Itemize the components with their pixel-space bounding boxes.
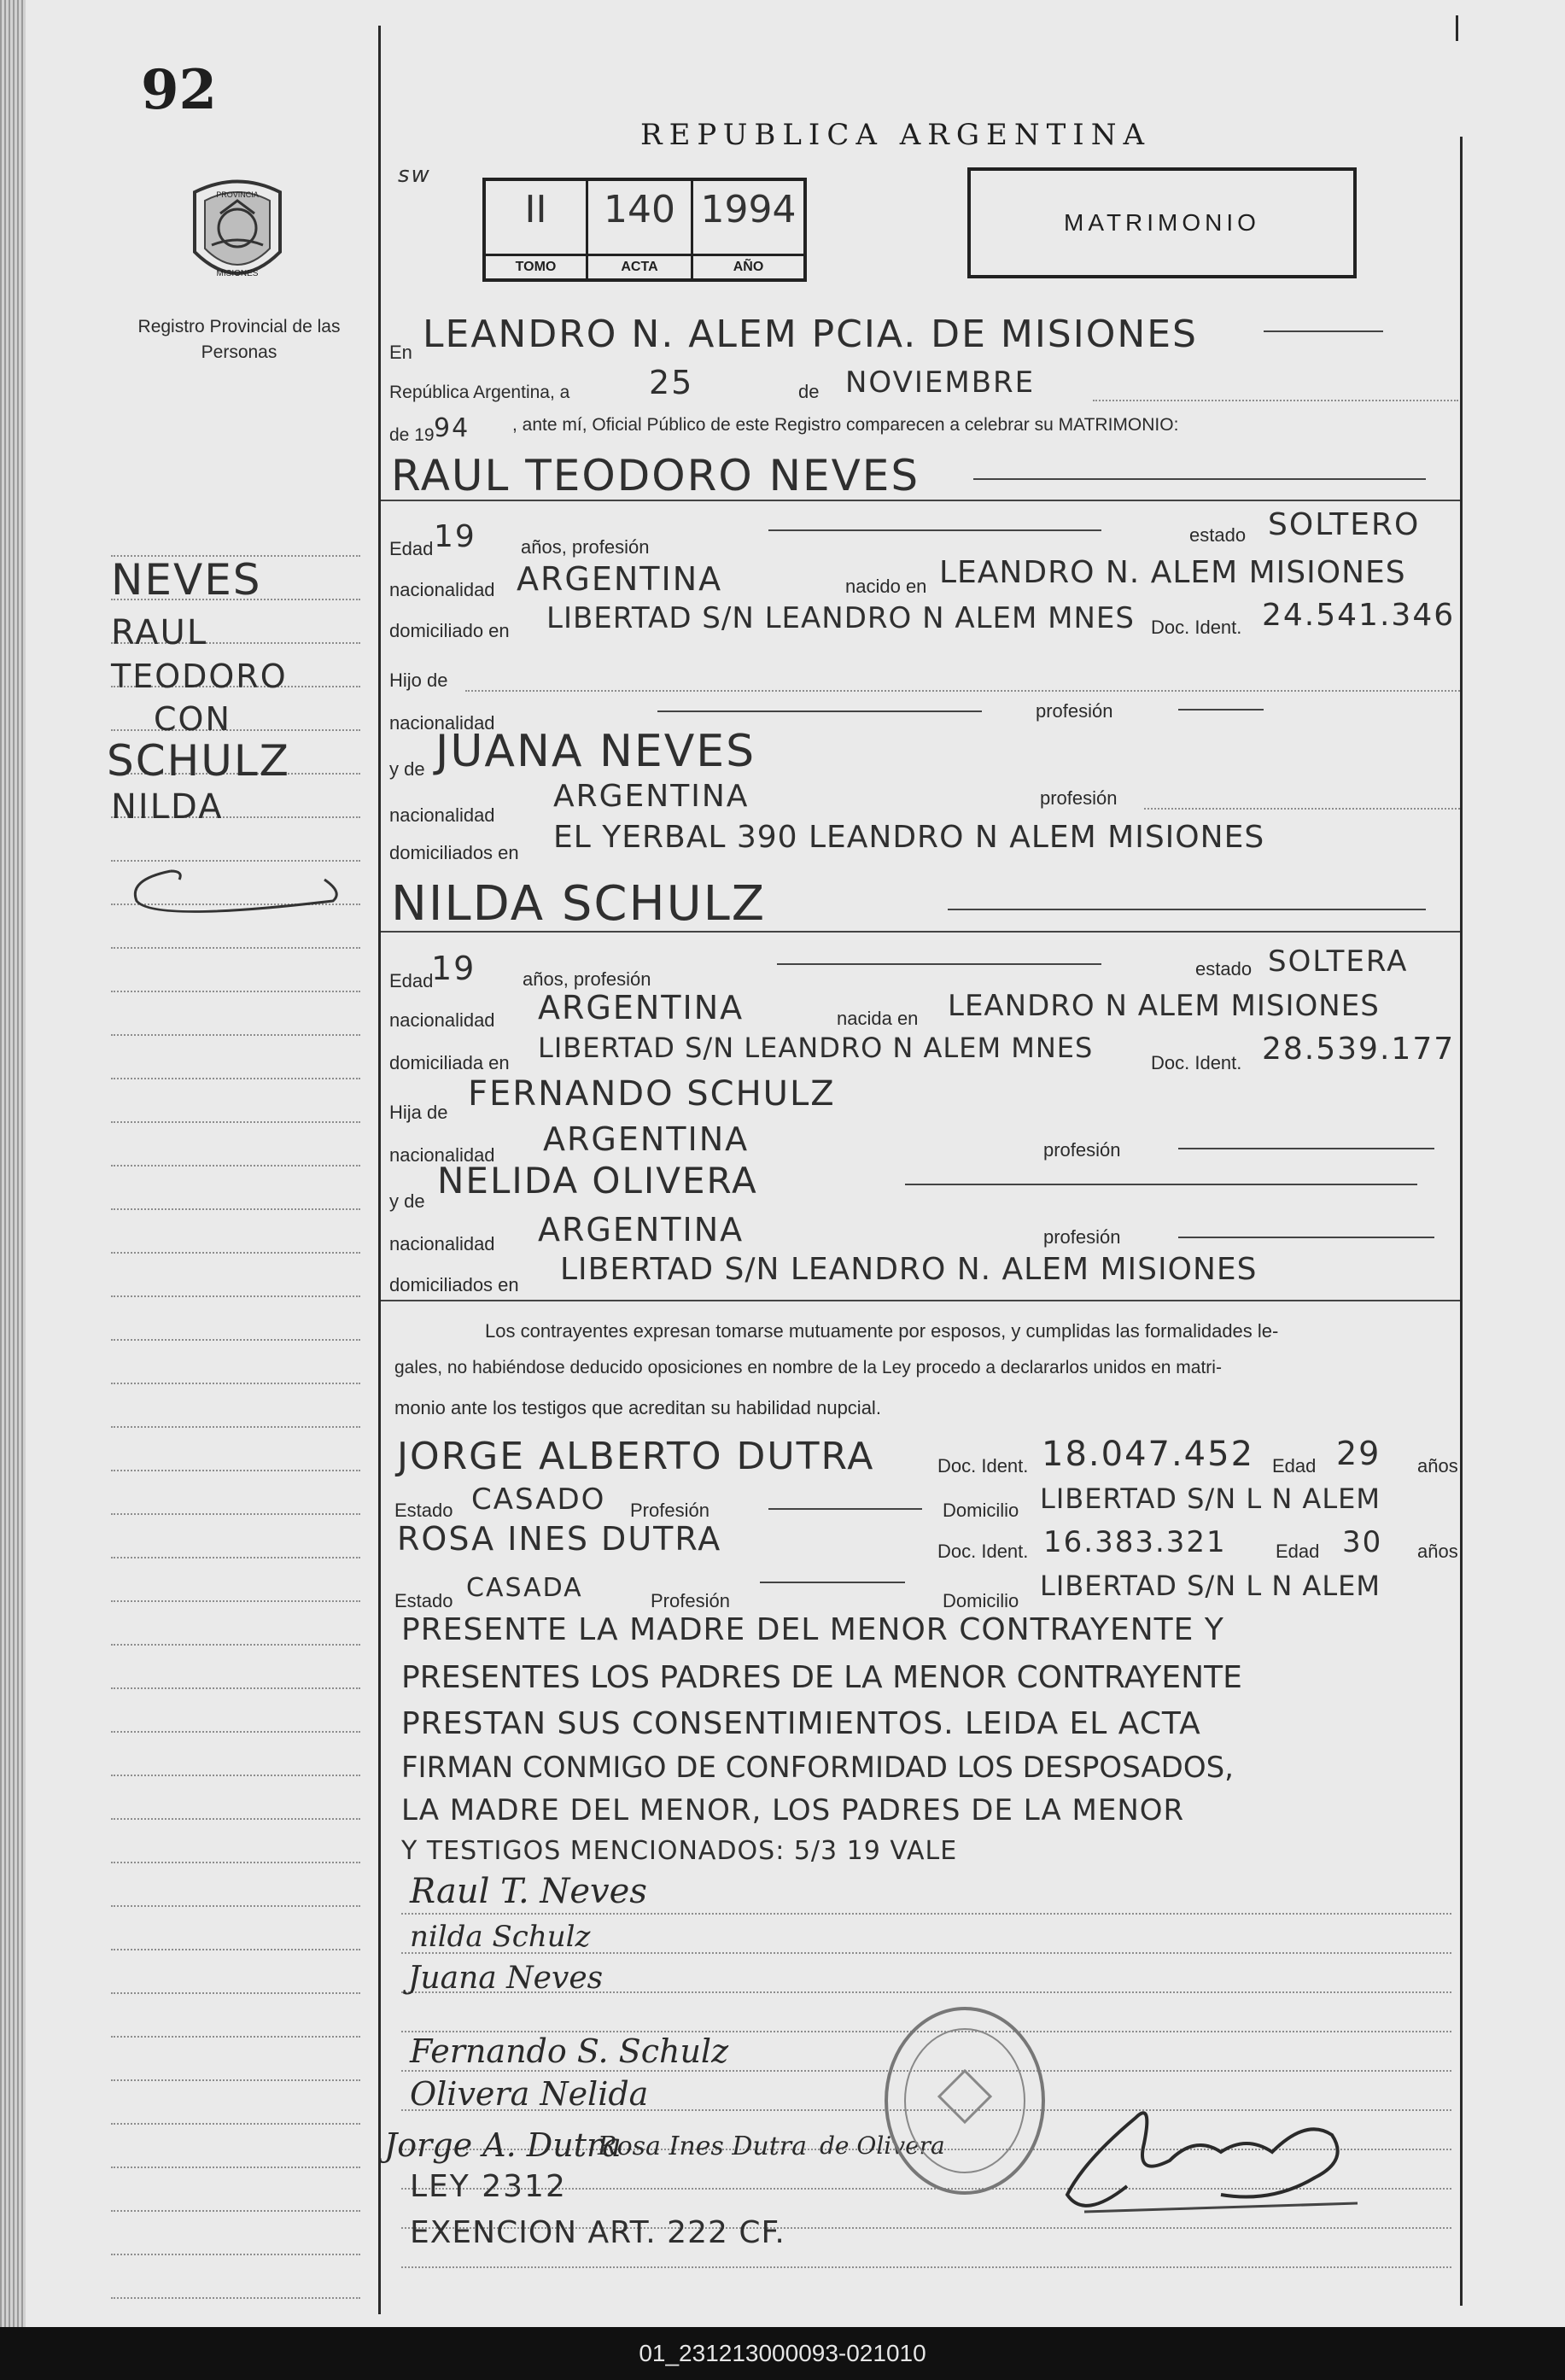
record-type: MATRIMONIO (1064, 209, 1260, 236)
signature-bride-mother: Olivera Nelida (410, 2075, 649, 2113)
declaration-line-2: gales, no habiéndose deducido oposiciones en nombre de la Ley procedo a declararlos unidos en matri- (394, 1358, 1222, 1377)
signature-olivera: de Olivera (820, 2131, 945, 2160)
margin-dotted-line (111, 947, 360, 949)
declaration-line-3: monio ante los testigos que acreditan su habilidad nupcial. (394, 1397, 881, 1418)
witness-2-profesion-blank (760, 1582, 905, 1583)
note-line-2: PRESENTES LOS PADRES DE LA MENOR CONTRAYENTE (401, 1660, 1242, 1695)
margin-name-4: CON (154, 700, 231, 738)
margin-dotted-line (111, 1121, 360, 1123)
witness-1-domicilio-value: LIBERTAD S/N L N ALEM (1040, 1482, 1381, 1515)
witness-2-doc-label: Doc. Ident. (937, 1541, 1029, 1562)
bride-madre-nac-label: nacionalidad (389, 1233, 495, 1254)
margin-dotted-line (111, 2079, 360, 2081)
file-id-footer: 01_231213000093-021010 (0, 2327, 1565, 2380)
groom-padres-domicilio-value: EL YERBAL 390 LEANDRO N ALEM MISIONES (553, 820, 1265, 855)
margin-dotted-line (111, 1339, 360, 1341)
signature-bride: nilda Schulz (410, 1920, 591, 1954)
de-label: de (798, 381, 820, 402)
signature-witness-2: Rosa Ines Dutra (598, 2131, 807, 2161)
note-line-3: PRESTAN SUS CONSENTIMIENTOS. LEIDA EL ACTA (401, 1706, 1201, 1741)
bride-madre-nac-value: ARGENTINA (538, 1211, 745, 1248)
record-reference-box (482, 178, 807, 282)
emblem-top-text: PROVINCIA (216, 190, 259, 199)
witness-1-profesion-blank (768, 1508, 922, 1510)
left-column-rule (378, 26, 381, 2314)
witness-1-edad-label: Edad (1272, 1455, 1317, 1477)
day-value: 25 (649, 364, 694, 401)
witness-1-doc-label: Doc. Ident. (937, 1455, 1029, 1477)
page-number: 92 (141, 58, 218, 122)
groom-domicilio-label: domiciliado en (389, 620, 510, 641)
bride-padre-profesion-label: profesión (1043, 1139, 1121, 1161)
witness-2-profesion-label: Profesión (651, 1590, 730, 1611)
corner-initials: sw (398, 162, 431, 188)
groom-anos-profesion-label: años, profesión (521, 536, 650, 558)
witness-2-edad-value: 30 (1342, 1525, 1383, 1559)
groom-padre-nac-blank (657, 710, 982, 712)
margin-dotted-line (111, 1426, 360, 1428)
place-value: LEANDRO N. ALEM PCIA. DE MISIONES (423, 313, 1198, 356)
republica-label: República Argentina, a (389, 383, 570, 402)
signature-dotted-line (401, 2266, 1451, 2268)
year-value: 94 (434, 413, 470, 443)
witness-2-doc-value: 16.383.321 (1043, 1525, 1227, 1559)
witness-1-profesion-label: Profesión (630, 1500, 710, 1521)
groom-estado-value: SOLTERO (1268, 507, 1421, 542)
groom-name: RAUL TEODORO NEVES (391, 451, 920, 500)
bride-hija-label: Hija de (389, 1102, 448, 1123)
witness-1-anos-label: años (1417, 1455, 1458, 1477)
country-title: REPUBLICA ARGENTINA (640, 118, 1152, 152)
margin-dotted-line (111, 1208, 360, 1210)
exemption-note: EXENCION ART. 222 CF. (410, 2215, 785, 2250)
margin-dotted-line (111, 2210, 360, 2212)
bride-profesion-blank (777, 963, 1101, 965)
emblem-bottom-text: MISIONES (216, 269, 259, 278)
bride-padre-nac-value: ARGENTINA (543, 1120, 750, 1158)
groom-madre-label: y de (389, 758, 425, 780)
provincial-emblem-icon (186, 175, 289, 295)
note-line-4: FIRMAN CONMIGO DE CONFORMIDAD LOS DESPOSADOS, (401, 1751, 1234, 1785)
groom-madre-value: JUANA NEVES (435, 726, 756, 777)
groom-doc-value: 24.541.346 (1262, 598, 1456, 633)
witness-2-estado-value: CASADA (466, 1573, 583, 1603)
groom-hijo-label: Hijo de (389, 670, 448, 691)
margin-dotted-line (111, 1644, 360, 1646)
groom-profesion-blank (768, 529, 1101, 531)
bride-section-rule (381, 931, 1460, 933)
margin-flourish-icon (120, 854, 350, 922)
margin-dotted-line (111, 2254, 360, 2255)
bride-edad-label: Edad (389, 970, 434, 991)
signature-bride-father: Fernando S. Schulz (410, 2032, 729, 2070)
groom-edad-label: Edad (389, 538, 434, 559)
margin-dotted-line (111, 2036, 360, 2038)
witness-1-domicilio-label: Domicilio (943, 1500, 1019, 1521)
bride-madre-value: NELIDA OLIVERA (437, 1160, 758, 1202)
groom-doc-label: Doc. Ident. (1151, 617, 1242, 638)
right-border-rule (1460, 137, 1463, 2306)
tomo-label: TOMO (486, 254, 586, 275)
margin-dotted-line (111, 991, 360, 992)
official-signature-icon (1050, 2084, 1375, 2229)
margin-dotted-line (111, 2123, 360, 2125)
bride-madre-label: y de (389, 1190, 425, 1212)
margin-dotted-line (111, 1295, 360, 1297)
margin-dotted-line (111, 1862, 360, 1863)
margin-dotted-line (111, 1818, 360, 1820)
margin-dotted-line (111, 1513, 360, 1515)
margin-dotted-line (111, 2297, 360, 2299)
signature-groom: Raul T. Neves (410, 1872, 647, 1911)
bride-anos-profesion-label: años, profesión (523, 968, 651, 990)
margin-dotted-line (111, 1165, 360, 1167)
groom-edad-value: 19 (434, 519, 476, 554)
official-stamp-icon (879, 2003, 1050, 2199)
bride-padre-value: FERNANDO SCHULZ (468, 1074, 836, 1114)
bride-name: NILDA SCHULZ (391, 876, 767, 932)
groom-hijo-dots (465, 690, 1460, 692)
groom-madre-nac-label: nacionalidad (389, 804, 495, 826)
tomo-cell (486, 181, 588, 278)
witness-1-estado-value: CASADO (471, 1482, 606, 1517)
bride-nacida-value: LEANDRO N ALEM MISIONES (948, 989, 1380, 1023)
signature-witness-1: Jorge A. Dutra (384, 2126, 622, 2164)
margin-dotted-line (111, 1992, 360, 1994)
margin-dotted-line (111, 1470, 360, 1471)
margin-name-6: NILDA (111, 787, 224, 827)
bride-edad-value: 19 (431, 950, 476, 987)
groom-section-rule (381, 500, 1460, 501)
groom-nacionalidad-value: ARGENTINA (517, 560, 723, 598)
acta-label: ACTA (588, 254, 691, 275)
bride-madre-profesion-blank (1178, 1237, 1434, 1238)
groom-nacido-label: nacido en (845, 576, 927, 597)
ano-cell (693, 181, 803, 278)
ano-label: AÑO (693, 254, 803, 275)
bride-estado-value: SOLTERA (1268, 944, 1409, 979)
bride-domicilio-label: domiciliada en (389, 1052, 510, 1073)
record-type-box (967, 167, 1357, 278)
bride-estado-label: estado (1195, 958, 1253, 979)
margin-name-5: SCHULZ (107, 736, 290, 786)
declaration-line-1: Los contrayentes expresan tomarse mutuamente por esposos, y cumplidas las formalidades le- (485, 1320, 1279, 1342)
witness-2-anos-label: años (1417, 1541, 1458, 1562)
groom-padre-nac-label: nacionalidad (389, 712, 495, 734)
de19-label: de 19 (389, 425, 435, 445)
groom-padre-profesion-label: profesión (1036, 700, 1113, 722)
bride-doc-label: Doc. Ident. (1151, 1052, 1242, 1073)
groom-estado-label: estado (1189, 524, 1247, 546)
margin-dotted-line (111, 1034, 360, 1036)
bride-padres-domicilio-value: LIBERTAD S/N LEANDRO N. ALEM MISIONES (560, 1252, 1258, 1287)
margin-name-3: TEODORO (111, 658, 288, 695)
intro-text: , ante mí, Oficial Público de este Registro comparecen a celebrar su MATRIMONIO: (512, 415, 1179, 435)
groom-padre-profesion-blank (1178, 709, 1264, 710)
groom-domicilio-value: LIBERTAD S/N LEANDRO N ALEM MNES (546, 601, 1135, 635)
top-right-tick (1456, 15, 1458, 41)
groom-nacionalidad-label: nacionalidad (389, 579, 495, 600)
book-binding (0, 0, 26, 2327)
margin-dotted-line (111, 1078, 360, 1079)
month-value: NOVIEMBRE (845, 365, 1036, 400)
margin-dotted-line (111, 729, 360, 731)
witness-2-name: ROSA INES DUTRA (397, 1520, 722, 1558)
bride-padre-profesion-blank (1178, 1148, 1434, 1149)
ano-value: 1994 (700, 188, 797, 231)
margin-dotted-line (111, 1383, 360, 1384)
groom-padres-domicilio-label: domiciliados en (389, 842, 519, 863)
place-underline (1264, 330, 1383, 332)
margin-name-2: RAUL (111, 613, 208, 652)
acta-value: 140 (604, 188, 675, 231)
acta-cell (588, 181, 693, 278)
bride-domicilio-value: LIBERTAD S/N LEANDRO N ALEM MNES (538, 1032, 1094, 1064)
bride-madre-blank (905, 1184, 1417, 1185)
margin-dotted-line (111, 1687, 360, 1689)
margin-dotted-line (111, 1905, 360, 1907)
tomo-value: II (524, 188, 547, 231)
registry-name: Registro Provincial de las Personas (137, 317, 341, 362)
bride-nacionalidad-value: ARGENTINA (538, 989, 745, 1026)
margin-dotted-line (111, 1600, 360, 1602)
witness-2-estado-label: Estado (394, 1590, 453, 1611)
note-line-5: LA MADRE DEL MENOR, LOS PADRES DE LA MENOR (401, 1793, 1185, 1827)
groom-name-underline (973, 478, 1426, 480)
intro-dots-1 (1093, 400, 1458, 401)
witness-1-doc-value: 18.047.452 (1042, 1435, 1255, 1474)
witness-2-domicilio-label: Domicilio (943, 1590, 1019, 1611)
law-reference: LEY 2312 (410, 2169, 567, 2204)
bride-doc-value: 28.539.177 (1262, 1032, 1456, 1067)
margin-dotted-line (111, 1557, 360, 1558)
witness-1-name: JORGE ALBERTO DUTRA (397, 1435, 875, 1478)
witness-2-edad-label: Edad (1276, 1541, 1320, 1562)
margin-dotted-line (111, 1731, 360, 1733)
signature-groom-mother: Juana Neves (408, 1961, 604, 1996)
bride-name-underline (948, 909, 1426, 910)
groom-madre-profesion-dots (1144, 808, 1460, 810)
bride-nacida-label: nacida en (837, 1008, 919, 1029)
groom-madre-nac-value: ARGENTINA (553, 779, 750, 814)
groom-madre-profesion-label: profesión (1040, 787, 1118, 809)
groom-nacido-value: LEANDRO N. ALEM MISIONES (939, 555, 1406, 590)
margin-dotted-line (111, 1949, 360, 1950)
note-line-1: PRESENTE LA MADRE DEL MENOR CONTRAYENTE Y (401, 1612, 1224, 1647)
witness-1-estado-label: Estado (394, 1500, 453, 1521)
en-label: En (389, 342, 412, 363)
bride-padre-nac-label: nacionalidad (389, 1144, 495, 1166)
margin-name-1: NEVES (111, 555, 262, 605)
margin-dotted-line (111, 2167, 360, 2168)
note-line-6: Y TESTIGOS MENCIONADOS: 5/3 19 VALE (401, 1836, 958, 1866)
bride-madre-profesion-label: profesión (1043, 1226, 1121, 1248)
bride-padres-domicilio-label: domiciliados en (389, 1274, 519, 1295)
bride-nacionalidad-label: nacionalidad (389, 1009, 495, 1031)
margin-dotted-line (111, 1775, 360, 1776)
witness-2-domicilio-value: LIBERTAD S/N L N ALEM (1040, 1570, 1381, 1602)
witness-1-edad-value: 29 (1336, 1435, 1381, 1472)
margin-dotted-line (111, 1252, 360, 1254)
declaration-section-rule (381, 1300, 1460, 1301)
signature-dotted-line (401, 1913, 1451, 1915)
